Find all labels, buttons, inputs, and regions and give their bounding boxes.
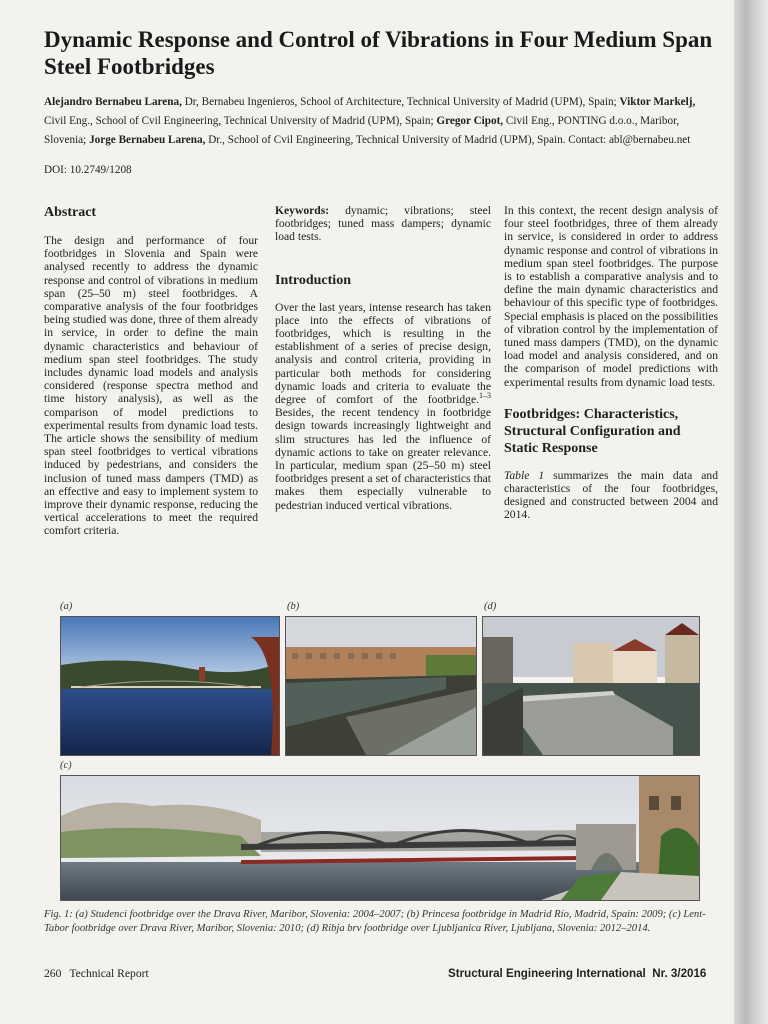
abstract-text: The design and performance of four footbridges in Slovenia and Spain were analysed recently to address the dynamic response and control of vibrations in medium span (25–50 m) steel footbridges. A comparative analysis of the four footbridges being studied was done, three of them already in service, in order to define the main dynamic characteristics and behaviour of medium span steel footbridges. The study includes dynamic load models and analysis considered (response spectra method and time history analysis), as well as the comparison of model predictions to experimental results from dynamic load tests. The article shows the sensibility of medium span steel footbridges to vertical vibrations induced by pedestrians, and considers the inclusion of tuned mass dampers (TMD) as an effective and easy to implement system to improve their dynamic response, reducing the vertical accelerations to meet the required comfort criteria. <box>44 234 258 538</box>
article-title: Dynamic Response and Control of Vibrations in Four Medium Span Steel Footbridges <box>44 27 713 79</box>
author-name: Jorge Bernabeu Larena, <box>89 134 206 146</box>
intro-text-part: Over the last years, intense research has taken place into the effects of vibrations of footbridges, which is resulting in the establishment of a series of precise design, analysis and control criteria, providing in particular both methods for considering dynamic loads and criteria to evaluate the degree of comfort of the footbridge. <box>275 300 491 407</box>
introduction-heading: Introduction <box>275 272 351 288</box>
figure-label-d: (d) <box>484 601 497 612</box>
page-edge-shadow <box>734 0 768 1024</box>
keywords <box>275 204 491 244</box>
table-summary-text <box>504 469 718 522</box>
photo-ribja-brv-footbridge <box>482 616 700 756</box>
keywords-label: Keywords: <box>275 204 330 217</box>
abstract-heading: Abstract <box>44 205 97 220</box>
footbridges-heading: Footbridges: Characteristics, Structural Configuration and Static Response <box>504 406 681 456</box>
author-name: Gregor Cipot, <box>436 115 504 127</box>
section-name: Technical Report <box>69 967 149 980</box>
doi: DOI: 10.2749/1208 <box>44 164 132 176</box>
introduction-text <box>275 301 491 512</box>
author-name: Viktor Markelj, <box>619 96 696 108</box>
author-affiliation: Dr, Bernabeu Ingenieros, School of Architecture, Technical University of Madrid (UPM), Spain; <box>181 96 620 108</box>
journal-name: Structural Engineering International <box>448 967 646 980</box>
page-footer-left <box>44 967 149 980</box>
author-affiliation: Civil Eng., PONTING d.o.o., Maribor, Slovenia; <box>44 115 680 146</box>
author-list <box>44 93 718 150</box>
photo-princesa-footbridge <box>285 616 477 756</box>
table-reference: Table 1 <box>504 468 545 482</box>
intro-column <box>275 204 491 512</box>
photo-lent-tabor-footbridge <box>60 775 700 901</box>
author-affiliation: Dr., School of Cvil Engineering, Technical University of Madrid (UPM), Spain. Contact: abl@bernabeu.net <box>205 134 691 146</box>
figure-caption: Fig. 1: (a) Studenci footbridge over the Drava River, Maribor, Slovenia: 2004–2007; (b) Princesa footbridge in Madrid Río, Madrid, Spain: 2009; (c) Lent-Tabor footbridge over Drava River, Maribor, Slovenia: 2010; (d) Ribja brv footbridge over Ljubljanica River, Ljubljana, Slovenia: 2012–2014. <box>44 909 706 934</box>
context-column <box>504 204 718 522</box>
author-affiliation: Civil Eng., School of Cvil Engineering, Technical University of Madrid (UPM), Spain; <box>44 115 437 127</box>
photo-studenci-footbridge <box>60 616 280 756</box>
figure-label-b: (b) <box>287 601 300 612</box>
abstract-column <box>44 204 258 538</box>
figure-label-a: (a) <box>60 601 73 612</box>
figure-label-c: (c) <box>60 760 72 771</box>
author-name: Alejandro Bernabeu Larena, <box>44 96 182 108</box>
context-text: In this context, the recent design analysis of four steel footbridges, three of them already in service, is considered in order to address dynamic response and control of vibrations in medium span steel footbridges. The purpose is to establish a comparative analysis and to define the main dynamic characteristics and behaviour of this specific type of footbridges. Special emphasis is placed on the possibilities of vibration control by the implementation of tuned mass dampers (TMD), on the dynamic load model and analysis considered, and on the comparison of model predictions with experimental results from dynamic load tests. <box>504 204 718 389</box>
journal-issue: Nr. 3/2016 <box>652 967 707 980</box>
page-footer-right <box>448 967 706 980</box>
intro-text-part: Besides, the recent tendency in footbridge design towards increasingly lightweight and slim structures has led the influence of dynamic actions to take on greater relevance. In particular, medium span (25–50 m) steel footbridges present a set of characteristics that makes them especially vulnerable to pedestrian induced vertical vibrations. <box>275 406 491 512</box>
reference-superscript: 1–3 <box>479 391 491 401</box>
table-summary-body: summarizes the main data and characteristics of the four footbridges, designed and constructed between 2004 and 2014. <box>504 468 718 522</box>
page-number: 260 <box>44 967 62 980</box>
keywords-text: dynamic; vibrations; steel footbridges; tuned mass dampers; dynamic load tests. <box>275 204 491 244</box>
